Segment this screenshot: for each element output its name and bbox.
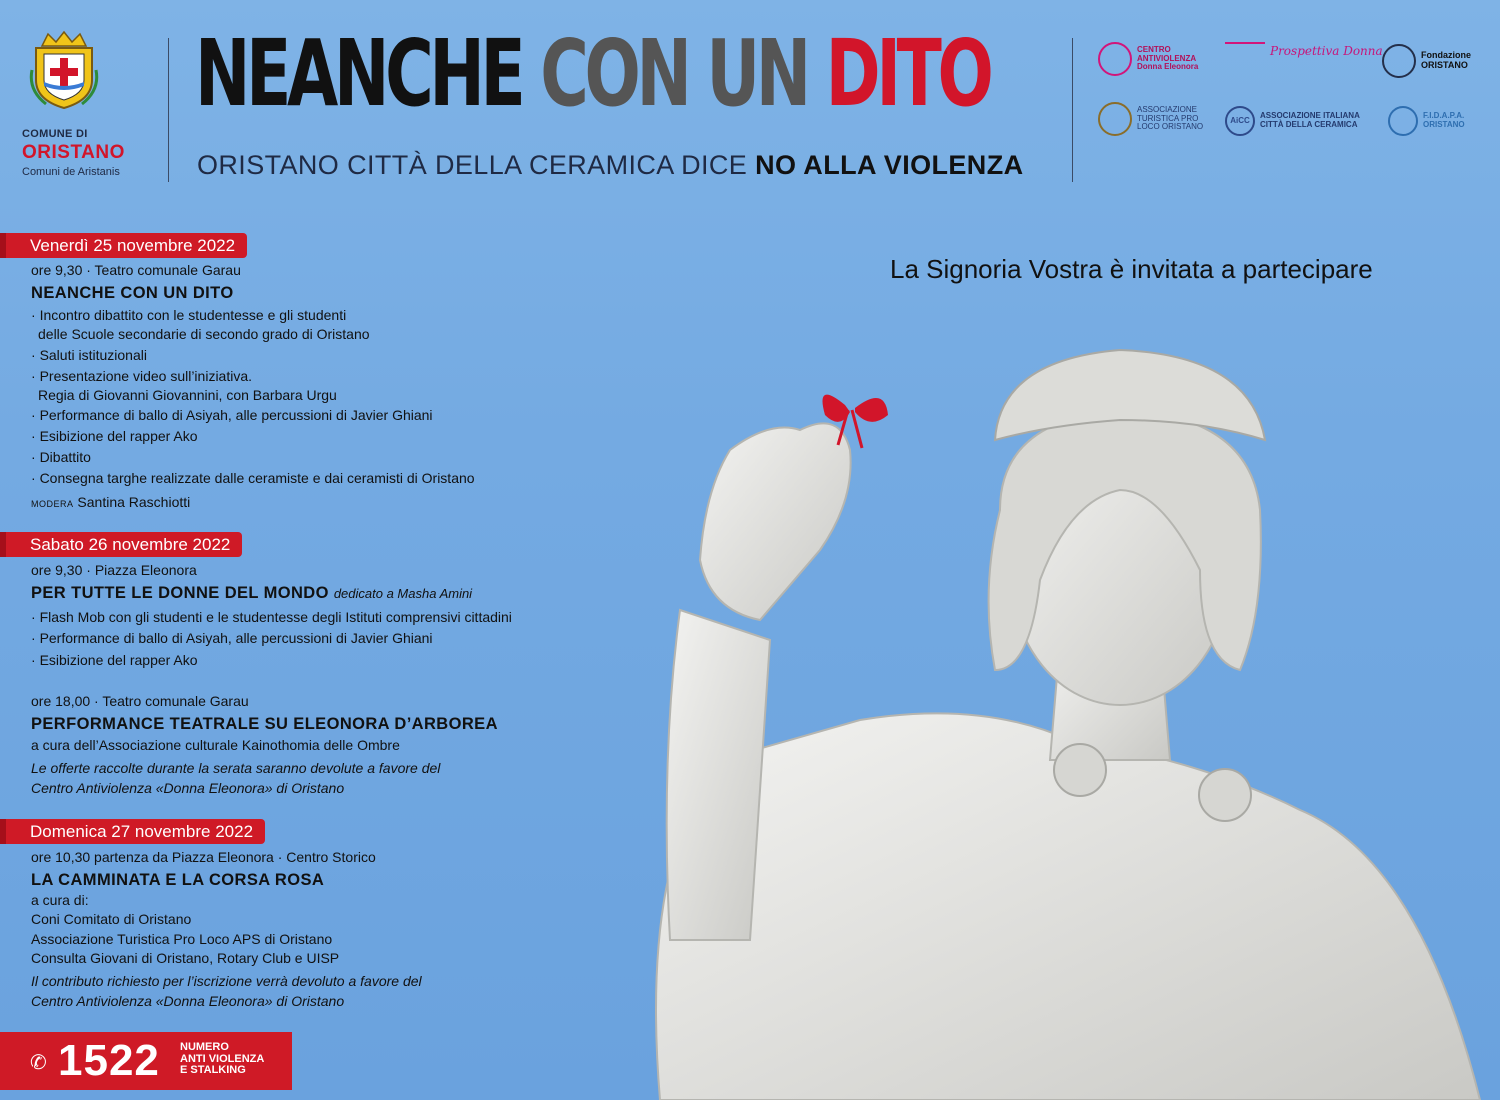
partner-centro-antiviolenza	[1098, 42, 1217, 76]
partner-fondazione-oristano	[1382, 44, 1481, 78]
divider-right	[1072, 38, 1073, 182]
hotline-label: NUMERO ANTI VIOLENZA E STALKING	[180, 1041, 265, 1077]
day-badge-venerdi: Venerdì 25 novembre 2022	[0, 233, 247, 258]
header	[0, 0, 1500, 200]
organizer: Associazione Turistica Pro Loco APS di Oristano	[31, 931, 333, 947]
program-item: · Flash Mob con gli studenti e le studentesse degli Istituti comprensivi cittadini	[31, 609, 512, 625]
event-title: LA CAMMINATA E LA CORSA ROSA	[31, 871, 325, 889]
partner-label: ASSOCIAZIONE TURISTICA PRO LOCO ORISTANO	[1137, 104, 1204, 132]
moderator-name: Santina Raschiotti	[77, 494, 191, 510]
partner-label: ASSOCIAZIONE ITALIANA CITTÀ DELLA CERAMICA	[1260, 111, 1360, 129]
partner-label: F.I.D.A.P.A. ORISTANO	[1423, 111, 1465, 129]
partner-label: Fondazione ORISTANO	[1421, 50, 1471, 70]
title-word-2: CON UN	[540, 20, 807, 127]
hotline-number: 1522	[58, 1036, 160, 1085]
program-item: · Dibattito	[31, 449, 91, 465]
fidapa-logo-icon	[1388, 106, 1418, 136]
moderator-label: MODERA	[31, 499, 74, 509]
centro-antiviolenza-logo-icon	[1098, 42, 1132, 76]
event-note: Il contributo richiesto per l’iscrizione verrà devoluto a favore del	[31, 973, 422, 989]
phone-icon: ✆	[30, 1052, 47, 1074]
partner-aicc	[1225, 106, 1370, 136]
event-organizer-label: a cura di:	[31, 892, 89, 908]
page-title	[195, 20, 990, 127]
aicc-logo-icon	[1225, 106, 1255, 136]
event-note: Centro Antiviolenza «Donna Eleonora» di Oristano	[31, 780, 345, 796]
event-time: ore 18,00 · Teatro comunale Garau	[31, 693, 249, 709]
program-item-continued: Regia di Giovanni Giovannini, con Barbara Urgu	[38, 387, 337, 403]
title-word-1: NEANCHE	[195, 20, 522, 127]
event-time: ore 9,30 · Piazza Eleonora	[31, 562, 197, 578]
comune-name: ORISTANO	[22, 142, 125, 163]
program-item: · Presentazione video sull’iniziativa.	[31, 368, 252, 384]
comune-label: COMUNE DI	[22, 128, 88, 140]
aicc-logo-text: AiCC	[1230, 115, 1250, 125]
program-item: · Saluti istituzionali	[31, 347, 147, 363]
partner-logos	[1090, 36, 1490, 146]
program-item: · Esibizione del rapper Ako	[31, 652, 198, 668]
divider-left	[168, 38, 169, 182]
event-note: Le offerte raccolte durante la serata saranno devolute a favore del	[31, 760, 441, 776]
moderator	[31, 494, 190, 510]
invitation-text: La Signoria Vostra è invitata a partecipare	[890, 254, 1373, 284]
event-title: PERFORMANCE TEATRALE SU ELEONORA D’ARBOREA	[31, 715, 498, 733]
event-title: NEANCHE CON UN DITO	[31, 284, 234, 302]
event-time: ore 10,30 partenza da Piazza Eleonora · Centro Storico	[31, 849, 376, 865]
program-item-continued: delle Scuole secondarie di secondo grado di Oristano	[38, 326, 370, 342]
partner-label: Prospettiva Donna	[1270, 44, 1383, 59]
program-item: · Performance di ballo di Asiyah, alle percussioni di Javier Ghiani	[31, 407, 433, 423]
day-badge-domenica: Domenica 27 novembre 2022	[0, 819, 265, 844]
oristano-crest-icon	[28, 30, 100, 110]
subtitle-part-a: ORISTANO CITTÀ DELLA CERAMICA DICE	[197, 150, 748, 180]
event-title-text: PER TUTTE LE DONNE DEL MONDO	[31, 584, 329, 602]
program-item: · Incontro dibattito con le studentesse e gli studenti	[31, 307, 346, 323]
program-item: · Esibizione del rapper Ako	[31, 428, 198, 444]
event-dedication: dedicato a Masha Amini	[333, 586, 473, 601]
event-organizer: a cura dell’Associazione culturale Kainothomia delle Ombre	[31, 737, 400, 753]
hotline-banner	[0, 1032, 292, 1090]
fondazione-logo-icon	[1382, 44, 1416, 78]
page-subtitle	[197, 150, 1024, 181]
day-badge-sabato: Sabato 26 novembre 2022	[0, 532, 242, 557]
partner-prospettiva-donna	[1225, 42, 1383, 62]
event-note: Centro Antiviolenza «Donna Eleonora» di Oristano	[31, 993, 345, 1009]
program-item: · Consegna targhe realizzate dalle ceramiste e dai ceramisti di Oristano	[31, 470, 475, 486]
partner-fidapa	[1388, 106, 1483, 136]
program-item: · Performance di ballo di Asiyah, alle percussioni di Javier Ghiani	[31, 630, 433, 646]
partner-pro-loco	[1098, 102, 1207, 136]
partner-label: CENTRO ANTIVIOLENZA Donna Eleonora	[1137, 44, 1199, 72]
organizer: Coni Comitato di Oristano	[31, 911, 192, 927]
title-word-3: DITO	[825, 20, 990, 127]
subtitle-part-b: NO ALLA VIOLENZA	[755, 150, 1024, 180]
event-time: ore 9,30 · Teatro comunale Garau	[31, 262, 241, 278]
event-title	[31, 584, 472, 603]
pro-loco-logo-icon	[1098, 102, 1132, 136]
eleonora-statue-illustration	[600, 340, 1500, 1100]
comune-subtitle: Comuni de Aristanis	[22, 166, 120, 178]
prospettiva-donna-logo-icon	[1225, 42, 1265, 62]
organizer: Consulta Giovani di Oristano, Rotary Club e UISP	[31, 950, 340, 966]
